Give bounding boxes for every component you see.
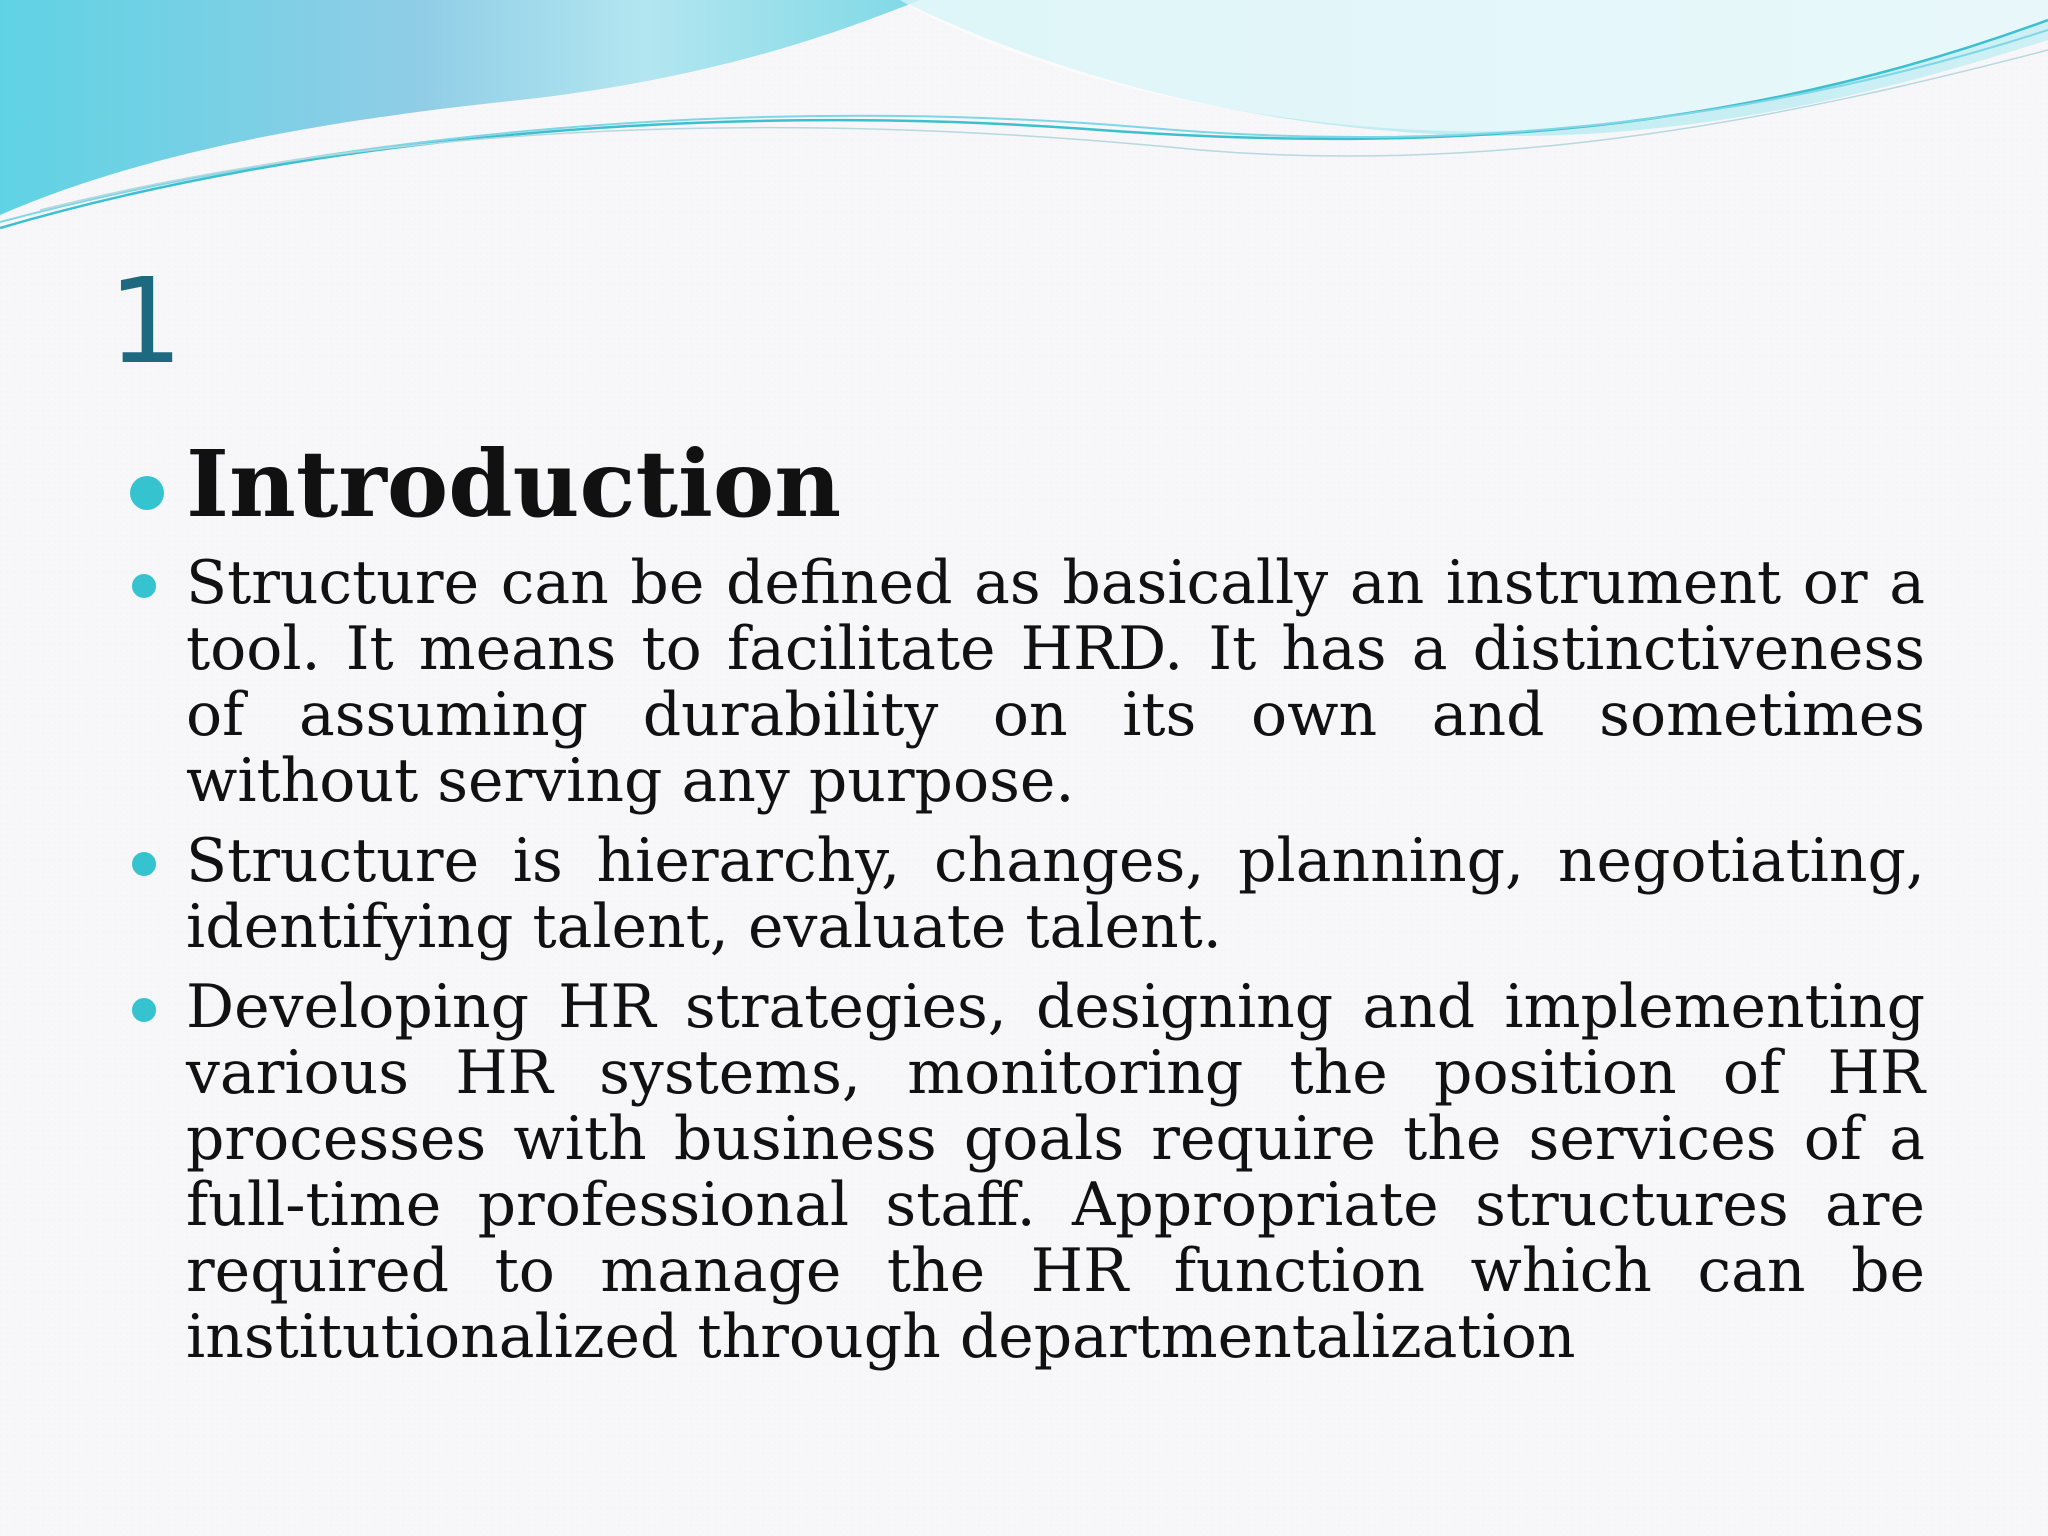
bullet-icon: [132, 998, 156, 1022]
list-item-heading: [130, 430, 1925, 538]
slide-number: 1: [108, 252, 184, 390]
list-item: [130, 974, 1925, 1370]
list-item: [130, 550, 1925, 814]
bullet-list: [130, 430, 1925, 1384]
wave-header-decoration: [0, 0, 2048, 240]
bullet-text: Structure can be defined as basically an instrument or a tool. It means to facilitate HRD. It has a distinctiveness of assuming durability on its own and sometimes without serving any purpose.: [186, 548, 1925, 816]
bullet-text: Developing HR strategies, designing and implementing various HR systems, monitoring the position of HR processes with business goals require the services of a full-time professional staff. Appropriate structures are required to manage the HR function which can be institutionalized through departmentalization: [186, 972, 1925, 1372]
list-item: [130, 828, 1925, 960]
bullet-icon: [132, 574, 156, 598]
bullet-text: Structure is hierarchy, changes, planning, negotiating, identifying talent, evaluate talent.: [186, 826, 1925, 962]
heading-text: Introduction: [186, 430, 842, 538]
bullet-icon: [130, 476, 164, 510]
bullet-icon: [132, 852, 156, 876]
